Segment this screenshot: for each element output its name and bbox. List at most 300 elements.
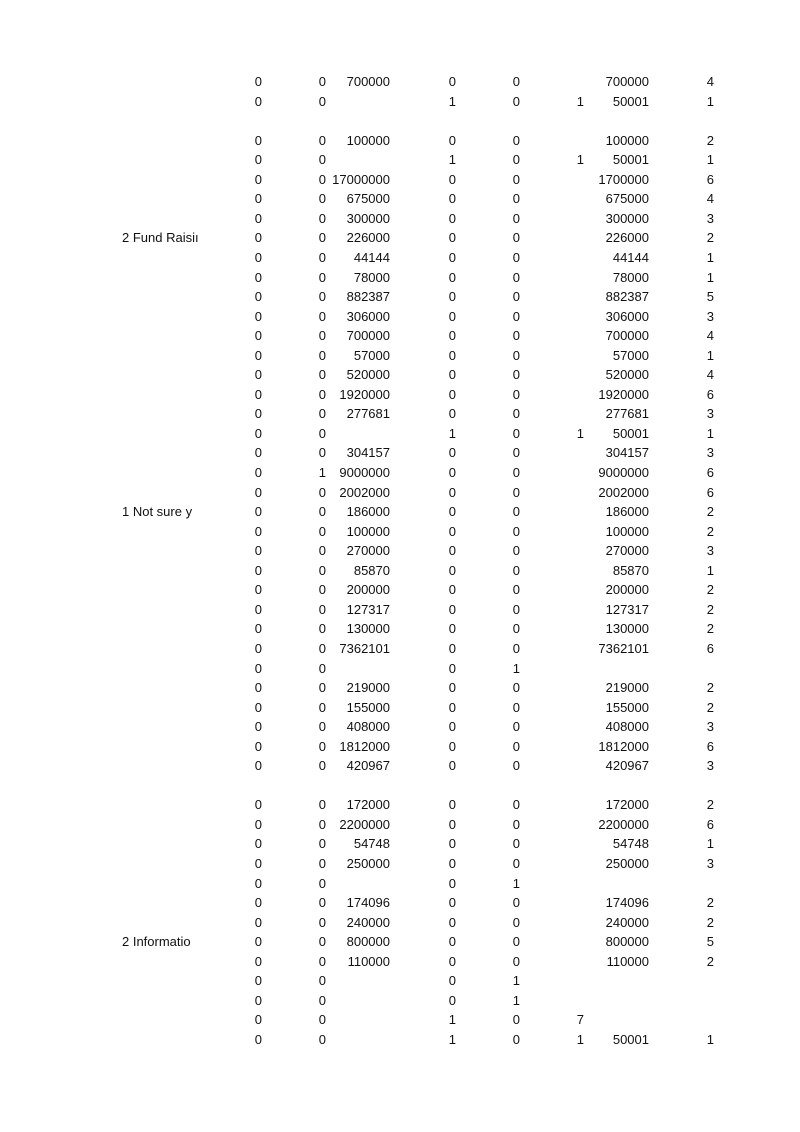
- cell-col-c: 7362101: [339, 640, 390, 656]
- cell-col-e: 0: [512, 386, 520, 402]
- cell-col-b: 0: [318, 93, 326, 109]
- table-row: [0, 601, 800, 619]
- cell-col-e: 0: [512, 425, 520, 441]
- cell-col-c: 408000: [346, 719, 390, 735]
- cell-col-b: 0: [318, 680, 326, 696]
- cell-col-d: 0: [448, 132, 456, 148]
- cell-col-d: 1: [448, 93, 456, 109]
- cell-col-h: 2: [706, 914, 714, 930]
- cell-col-h: 2: [706, 582, 714, 598]
- table-row: [0, 73, 800, 91]
- cell-col-d: 0: [448, 582, 456, 598]
- cell-col-g: 2200000: [598, 816, 649, 832]
- cell-col-e: 0: [512, 856, 520, 871]
- cell-col-c: 304157: [346, 445, 390, 461]
- cell-col-d: 1: [448, 1031, 456, 1047]
- cell-col-b: 0: [318, 738, 326, 754]
- cell-col-d: 0: [448, 465, 456, 480]
- cell-col-c: 110000: [347, 953, 390, 969]
- cell-col-g: 57000: [612, 347, 649, 363]
- table-row: [0, 660, 800, 678]
- cell-col-g: 9000000: [598, 465, 649, 480]
- cell-col-g: 186000: [605, 504, 649, 520]
- cell-col-c: 700000: [346, 328, 390, 344]
- cell-col-a: 0: [254, 875, 262, 891]
- cell-col-e: 0: [512, 445, 520, 461]
- cell-col-g: 700000: [605, 74, 649, 89]
- table-row: [0, 620, 800, 638]
- cell-col-c: 800000: [346, 934, 390, 950]
- cell-col-e: 0: [512, 191, 520, 207]
- cell-col-b: 0: [318, 171, 326, 187]
- cell-col-e: 0: [512, 367, 520, 383]
- cell-col-d: 0: [448, 74, 456, 89]
- cell-col-h: 1: [706, 347, 714, 363]
- cell-col-a: 0: [254, 914, 262, 930]
- cell-col-c: 277681: [346, 406, 390, 422]
- cell-col-h: 2: [706, 895, 714, 911]
- cell-col-e: 0: [512, 680, 520, 696]
- cell-col-d: 0: [448, 738, 456, 754]
- cell-col-a: 0: [254, 308, 262, 324]
- cell-col-c: 2002000: [339, 484, 390, 500]
- table-row: [0, 640, 800, 658]
- cell-col-f: 1: [576, 93, 584, 109]
- cell-col-h: 1: [706, 269, 714, 285]
- cell-col-g: 304157: [605, 445, 649, 461]
- cell-col-e: 0: [512, 543, 520, 559]
- cell-col-g: 250000: [605, 856, 649, 871]
- cell-col-a: 0: [254, 210, 262, 226]
- cell-col-b: 0: [318, 699, 326, 715]
- cell-col-c: 219000: [346, 680, 390, 696]
- cell-col-a: 0: [254, 445, 262, 461]
- cell-col-b: 0: [318, 1031, 326, 1047]
- table-row: [0, 992, 800, 1010]
- cell-col-b: 0: [318, 758, 326, 774]
- cell-col-g: 50001: [612, 152, 649, 168]
- table-row: [0, 972, 800, 990]
- cell-col-d: 0: [448, 210, 456, 226]
- cell-col-c: 226000: [346, 230, 390, 246]
- cell-col-d: 0: [448, 816, 456, 832]
- cell-col-e: 0: [512, 269, 520, 285]
- cell-col-a: 0: [254, 328, 262, 344]
- cell-col-d: 0: [448, 191, 456, 207]
- cell-col-g: 300000: [605, 210, 649, 226]
- table-row: [0, 914, 800, 932]
- table-row: [0, 405, 800, 423]
- cell-col-e: 0: [512, 699, 520, 715]
- cell-col-e: 0: [512, 953, 520, 969]
- table-row: [0, 249, 800, 267]
- cell-col-e: 1: [512, 973, 520, 989]
- cell-col-a: 0: [254, 836, 262, 852]
- table-row: [0, 562, 800, 580]
- cell-col-e: 0: [512, 738, 520, 754]
- cell-col-e: 0: [512, 230, 520, 246]
- cell-col-e: 0: [512, 504, 520, 520]
- cell-col-d: 1: [448, 1012, 456, 1028]
- cell-col-h: 6: [706, 386, 714, 402]
- table-row: [0, 953, 800, 971]
- cell-col-b: 0: [318, 191, 326, 207]
- cell-col-d: 0: [448, 856, 456, 871]
- cell-col-h: 6: [706, 640, 714, 656]
- cell-col-a: 0: [254, 1012, 262, 1028]
- table-row: [0, 1031, 800, 1049]
- cell-col-a: 0: [254, 93, 262, 109]
- cell-col-h: 3: [706, 445, 714, 461]
- cell-col-c: 100000: [346, 523, 390, 539]
- cell-col-a: 0: [254, 386, 262, 402]
- cell-col-b: 1: [318, 465, 326, 480]
- cell-col-c: 85870: [353, 562, 390, 578]
- cell-col-g: 50001: [612, 93, 649, 109]
- cell-col-b: 0: [318, 816, 326, 832]
- cell-col-g: 172000: [605, 797, 649, 813]
- cell-col-b: 0: [318, 797, 326, 813]
- cell-col-h: 2: [706, 504, 714, 520]
- table-row: [0, 796, 800, 814]
- cell-col-d: 0: [448, 992, 456, 1008]
- cell-col-h: 6: [706, 484, 714, 500]
- cell-col-c: 1812000: [339, 738, 390, 754]
- cell-col-d: 0: [448, 504, 456, 520]
- cell-col-b: 0: [318, 347, 326, 363]
- cell-col-h: 2: [706, 797, 714, 813]
- cell-col-h: 3: [706, 719, 714, 735]
- cell-col-e: 0: [512, 914, 520, 930]
- cell-col-h: 4: [706, 74, 714, 89]
- cell-col-a: 0: [254, 1031, 262, 1047]
- cell-col-b: 0: [318, 660, 326, 676]
- cell-col-e: 0: [512, 347, 520, 363]
- cell-col-e: 1: [512, 992, 520, 1008]
- cell-col-h: 2: [706, 132, 714, 148]
- cell-col-d: 0: [448, 680, 456, 696]
- cell-col-a: 0: [254, 269, 262, 285]
- cell-col-d: 1: [448, 425, 456, 441]
- cell-col-a: 0: [254, 953, 262, 969]
- cell-col-a: 0: [254, 680, 262, 696]
- table-row: [0, 679, 800, 697]
- cell-col-b: 0: [318, 562, 326, 578]
- cell-col-a: 0: [254, 465, 262, 480]
- cell-col-a: 0: [254, 289, 262, 305]
- cell-col-d: 0: [448, 249, 456, 265]
- table-row: [0, 894, 800, 912]
- cell-col-d: 0: [448, 269, 456, 285]
- cell-col-g: 2002000: [598, 484, 649, 500]
- cell-col-a: 0: [254, 249, 262, 265]
- cell-col-e: 0: [512, 93, 520, 109]
- cell-col-e: 0: [512, 797, 520, 813]
- cell-col-c: 882387: [346, 289, 390, 305]
- cell-col-c: 700000: [346, 74, 390, 89]
- cell-col-c: 240000: [346, 914, 390, 930]
- cell-col-a: 0: [254, 504, 262, 520]
- cell-col-b: 0: [318, 601, 326, 617]
- cell-col-h: 1: [706, 562, 714, 578]
- cell-col-h: 1: [706, 249, 714, 265]
- cell-col-b: 0: [318, 953, 326, 969]
- cell-col-h: 6: [706, 816, 714, 832]
- cell-col-d: 0: [448, 289, 456, 305]
- cell-col-h: 2: [706, 523, 714, 539]
- table-row: [0, 190, 800, 208]
- cell-col-f: 7: [576, 1012, 584, 1028]
- cell-col-c: 520000: [346, 367, 390, 383]
- cell-col-a: 0: [254, 992, 262, 1008]
- cell-col-b: 0: [318, 856, 326, 871]
- cell-col-e: 0: [512, 74, 520, 89]
- cell-col-h: 3: [706, 856, 714, 871]
- table-row: [0, 484, 800, 502]
- cell-col-e: 0: [512, 582, 520, 598]
- table-row: [0, 816, 800, 834]
- cell-col-b: 0: [318, 875, 326, 891]
- cell-col-c: 155000: [346, 699, 390, 715]
- table-row: [0, 132, 800, 150]
- cell-col-a: 0: [254, 621, 262, 637]
- cell-col-c: 420967: [346, 758, 390, 774]
- cell-col-e: 0: [512, 249, 520, 265]
- cell-col-g: 110000: [606, 953, 649, 969]
- cell-col-d: 0: [448, 836, 456, 852]
- cell-col-c: 250000: [346, 856, 390, 871]
- cell-col-b: 0: [318, 973, 326, 989]
- cell-col-h: 6: [706, 738, 714, 754]
- cell-col-g: 155000: [605, 699, 649, 715]
- cell-col-b: 0: [318, 74, 326, 89]
- cell-col-h: 3: [706, 308, 714, 324]
- cell-col-f: 1: [576, 152, 584, 168]
- cell-col-b: 0: [318, 386, 326, 402]
- cell-col-c: 306000: [346, 308, 390, 324]
- cell-col-b: 0: [318, 152, 326, 168]
- cell-col-b: 0: [318, 934, 326, 950]
- cell-col-h: 3: [706, 406, 714, 422]
- cell-col-e: 0: [512, 523, 520, 539]
- cell-col-b: 0: [318, 132, 326, 148]
- cell-col-g: 174096: [605, 895, 649, 911]
- cell-col-a: 0: [254, 934, 262, 950]
- cell-col-a: 0: [254, 582, 262, 598]
- cell-col-g: 50001: [612, 425, 649, 441]
- table-row: [0, 875, 800, 893]
- table-row: [0, 386, 800, 404]
- cell-col-h: 3: [706, 758, 714, 774]
- cell-col-e: 0: [512, 621, 520, 637]
- table-row: [0, 757, 800, 775]
- cell-col-h: 4: [706, 328, 714, 344]
- cell-col-g: 1920000: [598, 386, 649, 402]
- cell-col-e: 0: [512, 210, 520, 226]
- cell-col-e: 0: [512, 308, 520, 324]
- cell-col-g: 219000: [605, 680, 649, 696]
- cell-col-a: 0: [254, 973, 262, 989]
- cell-col-c: 54748: [353, 836, 390, 852]
- cell-col-b: 0: [318, 289, 326, 305]
- table-row: [0, 835, 800, 853]
- cell-col-c: 127317: [346, 601, 390, 617]
- cell-col-h: 2: [706, 699, 714, 715]
- cell-col-a: 0: [254, 758, 262, 774]
- cell-col-d: 0: [448, 171, 456, 187]
- cell-col-g: 240000: [605, 914, 649, 930]
- cell-col-b: 0: [318, 719, 326, 735]
- cell-col-e: 0: [512, 895, 520, 911]
- cell-col-c: 675000: [346, 191, 390, 207]
- cell-col-g: 85870: [612, 562, 649, 578]
- cell-col-g: 277681: [605, 406, 649, 422]
- cell-col-e: 0: [512, 934, 520, 950]
- cell-col-d: 0: [448, 797, 456, 813]
- cell-col-f: 1: [576, 1031, 584, 1047]
- cell-col-a: 0: [254, 562, 262, 578]
- cell-col-g: 127317: [605, 601, 649, 617]
- table-row: [0, 366, 800, 384]
- cell-col-e: 0: [512, 836, 520, 852]
- row-group-label: 1 Not sure y: [122, 504, 193, 520]
- cell-col-a: 0: [254, 425, 262, 441]
- table-row: [0, 425, 800, 443]
- cell-col-c: 57000: [353, 347, 390, 363]
- cell-col-h: 1: [706, 93, 714, 109]
- cell-col-e: 0: [512, 562, 520, 578]
- cell-col-b: 0: [318, 445, 326, 461]
- cell-col-a: 0: [254, 640, 262, 656]
- cell-col-a: 0: [254, 191, 262, 207]
- cell-col-d: 0: [448, 601, 456, 617]
- cell-col-h: 1: [706, 1031, 714, 1047]
- cell-col-d: 0: [448, 621, 456, 637]
- cell-col-b: 0: [318, 992, 326, 1008]
- cell-col-a: 0: [254, 856, 262, 871]
- table-row: [0, 151, 800, 169]
- cell-col-e: 0: [512, 758, 520, 774]
- cell-col-h: 3: [706, 543, 714, 559]
- table-row: [0, 210, 800, 228]
- cell-col-d: 0: [448, 640, 456, 656]
- table-row: [0, 269, 800, 287]
- table-row: [0, 171, 800, 189]
- cell-col-d: 0: [448, 406, 456, 422]
- cell-col-h: 6: [706, 465, 714, 480]
- table-row: [0, 699, 800, 717]
- cell-col-d: 0: [448, 895, 456, 911]
- cell-col-e: 0: [512, 171, 520, 187]
- table-row: [0, 933, 800, 951]
- cell-col-e: 0: [512, 601, 520, 617]
- cell-col-h: 2: [706, 680, 714, 696]
- cell-col-c: 17000000: [332, 171, 390, 187]
- cell-col-d: 0: [448, 230, 456, 246]
- cell-col-g: 700000: [605, 328, 649, 344]
- cell-col-b: 0: [318, 582, 326, 598]
- cell-col-a: 0: [254, 738, 262, 754]
- table-row: [0, 444, 800, 462]
- cell-col-g: 226000: [605, 230, 649, 246]
- cell-col-g: 44144: [612, 249, 649, 265]
- cell-col-b: 0: [318, 523, 326, 539]
- cell-col-b: 0: [318, 914, 326, 930]
- cell-col-a: 0: [254, 601, 262, 617]
- cell-col-b: 0: [318, 249, 326, 265]
- cell-col-g: 420967: [605, 758, 649, 774]
- table-row: [0, 738, 800, 756]
- cell-col-c: 9000000: [339, 465, 390, 480]
- cell-col-a: 0: [254, 347, 262, 363]
- cell-col-c: 44144: [353, 249, 390, 265]
- cell-col-e: 0: [512, 289, 520, 305]
- cell-col-b: 0: [318, 328, 326, 344]
- table-row: [0, 718, 800, 736]
- cell-col-g: 100000: [605, 523, 649, 539]
- cell-col-g: 520000: [605, 367, 649, 383]
- cell-col-d: 0: [448, 914, 456, 930]
- cell-col-a: 0: [254, 543, 262, 559]
- cell-col-a: 0: [254, 132, 262, 148]
- cell-col-d: 0: [448, 973, 456, 989]
- cell-col-a: 0: [254, 797, 262, 813]
- cell-col-e: 0: [512, 465, 520, 480]
- cell-col-e: 0: [512, 406, 520, 422]
- cell-col-c: 1920000: [339, 386, 390, 402]
- cell-col-b: 0: [318, 210, 326, 226]
- table-row: [0, 327, 800, 345]
- cell-col-e: 0: [512, 328, 520, 344]
- cell-col-g: 270000: [605, 543, 649, 559]
- cell-col-e: 0: [512, 719, 520, 735]
- cell-col-a: 0: [254, 74, 262, 89]
- cell-col-b: 0: [318, 406, 326, 422]
- cell-col-a: 0: [254, 699, 262, 715]
- cell-col-g: 100000: [605, 132, 649, 148]
- cell-col-e: 0: [512, 152, 520, 168]
- cell-col-e: 0: [512, 484, 520, 500]
- cell-col-a: 0: [254, 895, 262, 911]
- cell-col-g: 1700000: [598, 171, 649, 187]
- cell-col-c: 270000: [346, 543, 390, 559]
- cell-col-c: 186000: [346, 504, 390, 520]
- cell-col-d: 1: [448, 152, 456, 168]
- cell-col-d: 0: [448, 308, 456, 324]
- cell-col-b: 0: [318, 425, 326, 441]
- cell-col-h: 1: [706, 836, 714, 852]
- cell-col-g: 7362101: [598, 640, 649, 656]
- cell-col-h: 4: [706, 367, 714, 383]
- table-row: [0, 1011, 800, 1029]
- cell-col-a: 0: [254, 230, 262, 246]
- cell-col-c: 172000: [346, 797, 390, 813]
- cell-col-h: 6: [706, 171, 714, 187]
- cell-col-b: 0: [318, 484, 326, 500]
- cell-col-h: 1: [706, 152, 714, 168]
- table-row: [0, 855, 800, 873]
- cell-col-b: 0: [318, 230, 326, 246]
- cell-col-h: 2: [706, 621, 714, 637]
- table-row: [0, 464, 800, 482]
- cell-col-g: 675000: [605, 191, 649, 207]
- table-row: [0, 93, 800, 111]
- cell-col-c: 300000: [346, 210, 390, 226]
- cell-col-h: 2: [706, 953, 714, 969]
- cell-col-h: 2: [706, 230, 714, 246]
- cell-col-d: 0: [448, 523, 456, 539]
- cell-col-d: 0: [448, 660, 456, 676]
